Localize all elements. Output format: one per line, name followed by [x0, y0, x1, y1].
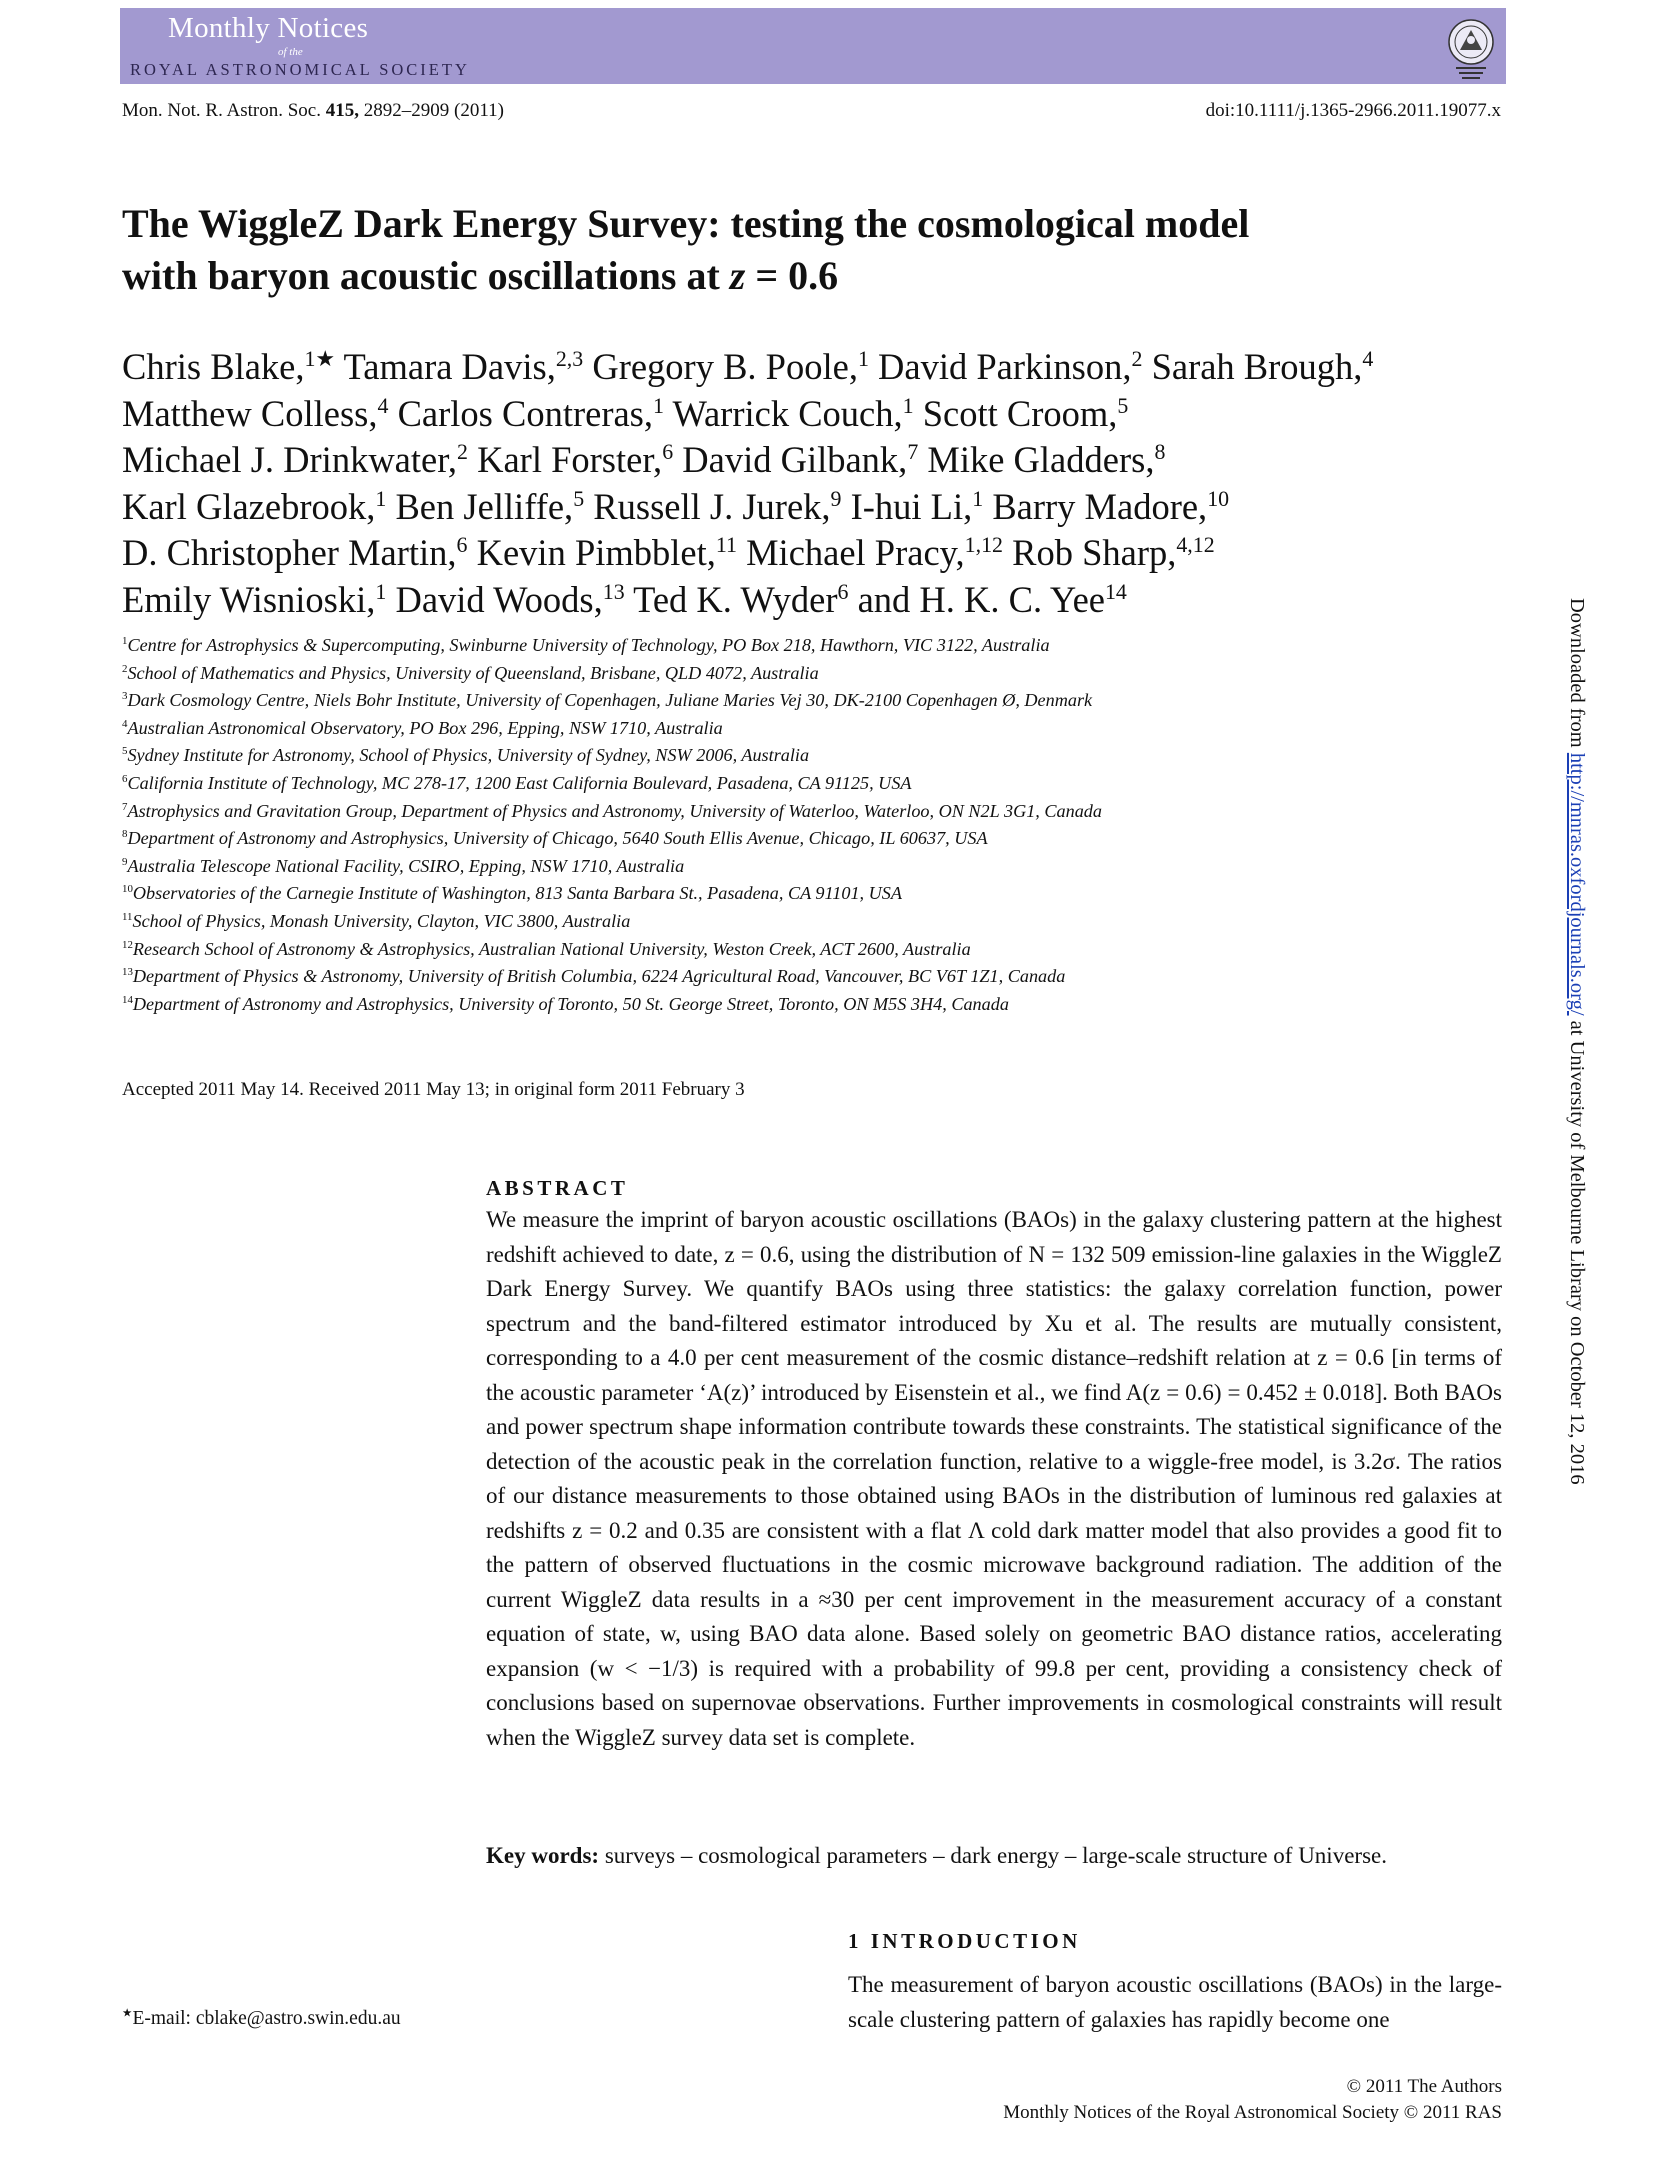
affiliation-number: 11: [122, 910, 133, 923]
doi: doi:10.1111/j.1365-2966.2011.19077.x: [1205, 100, 1501, 121]
citation-prefix: Mon. Not. R. Astron. Soc.: [122, 100, 321, 121]
abstract-text: We measure the imprint of baryon acoustic oscillations (BAOs) in the galaxy clustering pattern at the highest redshift achieved to date, z = 0.6, using the distribution of N = 132 509 emission-line galaxies in the WiggleZ Dark Energy Survey. We quantify BAOs using three statistics: the galaxy correlation function, power spectrum and the band-filtered estimator introduced by Xu et al. The results are mutually consistent, corresponding to a 4.0 per cent measurement of the cosmic distance–redshift relation at z = 0.6 [in terms of the acoustic parameter ‘A(z)’ introduced by Eisenstein et al., we find A(z = 0.6) = 0.452 ± 0.018]. Both BAOs and power spectrum shape information contribute towards these constraints. The statistical significance of the detection of the acoustic peak in the correlation function, relative to a wiggle-free model, is 3.2σ. The ratios of our distance measurements to those obtained using BAOs in the distribution of luminous red galaxies at redshifts z = 0.2 and 0.35 are consistent with a flat Λ cold dark matter model that also provides a good fit to the pattern of observed fluctuations in the cosmic microwave background radiation. The addition of the current WiggleZ data results in a ≈30 per cent improvement in the measurement accuracy of a constant equation of state, w, using BAO data alone. Based solely on geometric BAO distance ratios, accelerating expansion (w < −1/3) is required with a probability of 99.8 per cent, providing a consistency check of conclusions based on supernovae observations. Further improvements in cosmological constraints will result when the WiggleZ survey data set is complete.: [486, 1207, 1502, 1750]
copyright-journal: Monthly Notices of the Royal Astronomical Society © 2011 RAS: [1003, 2102, 1502, 2123]
citation-volume: 415,: [325, 100, 359, 121]
author: [633, 579, 848, 620]
author-name: Tamara Davis,: [343, 346, 556, 387]
affiliation: [122, 798, 1372, 826]
affiliation: [122, 908, 1372, 936]
author-affiliation-marker: 2: [457, 438, 468, 464]
author-affiliation-marker: 4: [1362, 345, 1374, 371]
copyright-authors: © 2011 The Authors: [1346, 2076, 1502, 2097]
affiliation-text: School of Physics, Monash University, Clayton, VIC 3800, Australia: [132, 910, 631, 931]
author-affiliation-marker: 9: [830, 485, 842, 511]
author-affiliation-marker: 2,3: [555, 345, 584, 371]
footnote-email[interactable]: E-mail: cblake@astro.swin.edu.au: [132, 2008, 401, 2029]
author-name: Rob Sharp,: [1012, 532, 1177, 573]
author-name: Sarah Brough,: [1151, 346, 1363, 387]
author: [122, 486, 386, 527]
author-affiliation-marker: 8: [1154, 438, 1166, 464]
affiliation-text: Sydney Institute for Astronomy, School of Physics, University of Sydney, NSW 2006, Australia: [127, 745, 810, 766]
author-name: Carlos Contreras,: [397, 392, 654, 434]
affiliation: [122, 825, 1372, 853]
keywords-label: Key words:: [486, 1843, 600, 1868]
author: [122, 393, 388, 434]
author-affiliation-marker: 6: [662, 438, 674, 464]
title-line-2-text: with baryon acoustic oscillations at: [122, 253, 720, 298]
journal-banner: [120, 8, 1506, 84]
author: [672, 393, 913, 434]
author-name: Chris Blake,: [122, 346, 305, 387]
society-name: ROYAL ASTRONOMICAL SOCIETY: [130, 60, 470, 79]
author-name: and H. K. C. Yee: [857, 578, 1105, 620]
author-name: Mike Gladders,: [927, 439, 1155, 480]
author-name: Russell J. Jurek,: [593, 485, 831, 527]
author-name: Ted K. Wyder: [633, 578, 838, 620]
footnote: [122, 2008, 401, 2030]
author-affiliation-marker: 1★: [304, 345, 336, 371]
author-name: Karl Glazebrook,: [122, 485, 376, 527]
introduction-heading: 1 INTRODUCTION: [848, 1929, 1081, 1953]
affiliation-text: Department of Astronomy and Astrophysics, University of Toronto, 50 St. George Street, Toronto, ON M5S 3H4, Canada: [132, 993, 1009, 1014]
author-affiliation-marker: 1,12: [964, 531, 1003, 557]
author-affiliation-marker: 2: [1131, 345, 1143, 371]
affiliation-text: Australian Astronomical Observatory, PO Box 296, Epping, NSW 1710, Australia: [127, 717, 723, 738]
author: [122, 439, 468, 480]
author-affiliation-marker: 7: [907, 438, 919, 464]
author-name: Kevin Pimbblet,: [476, 532, 716, 573]
author: [344, 346, 584, 387]
affiliation: [122, 687, 1372, 715]
author: [682, 439, 918, 480]
introduction-text: The measurement of baryon acoustic oscillations (BAOs) in the large-scale clustering pattern of galaxies has rapidly become one: [848, 1972, 1502, 2032]
author: [1152, 346, 1374, 387]
author: [992, 486, 1229, 527]
title-line-1: The WiggleZ Dark Energy Survey: testing the cosmological model: [122, 201, 1250, 246]
author-name: Emily Wisnioski,: [122, 578, 376, 620]
author-name: D. Christopher Martin,: [122, 532, 457, 573]
author-affiliation-marker: 1: [653, 392, 664, 418]
author-name: Matthew Colless,: [122, 392, 378, 434]
footnote-mark: ★: [122, 2006, 133, 2020]
author: [923, 393, 1129, 434]
affiliation-number: 8: [122, 828, 128, 841]
keywords: [486, 1839, 1502, 1874]
affiliation-text: Research School of Astronomy & Astrophysics, Australian National University, Weston Creek, ACT 2600, Australia: [132, 938, 971, 959]
author-affiliation-marker: 1: [375, 485, 387, 511]
author: [122, 579, 386, 620]
author: [122, 532, 468, 573]
author-affiliation-marker: 5: [1117, 392, 1129, 418]
author-name: I-hui Li,: [850, 485, 973, 527]
title-value: = 0.6: [755, 253, 839, 298]
download-notice: [1565, 598, 1588, 1485]
author-name: Scott Croom,: [922, 392, 1118, 434]
author-affiliation-marker: 14: [1104, 578, 1127, 604]
author: [858, 579, 1127, 620]
affiliation-text: Centre for Astrophysics & Supercomputing, Swinburne University of Technology, PO Box 218, Hawthorn, VIC 3122, Australia: [127, 635, 1050, 655]
affiliation-number: 10: [122, 883, 133, 896]
affiliation-number: 12: [122, 938, 133, 951]
affiliation-text: Australia Telescope National Facility, CSIRO, Epping, NSW 1710, Australia: [127, 855, 685, 876]
affiliation: [122, 963, 1372, 991]
author-name: Warrick Couch,: [672, 392, 903, 434]
affiliation-number: 2: [122, 662, 128, 675]
affiliation: [122, 715, 1372, 743]
affiliation-number: 4: [122, 717, 128, 730]
author: [395, 579, 624, 620]
author: [1012, 532, 1215, 573]
affiliation: [122, 632, 1372, 660]
affiliation-number: 3: [122, 690, 128, 703]
author-name: David Gilbank,: [682, 439, 908, 480]
author-affiliation-marker: 4: [377, 392, 389, 418]
affiliation-text: Department of Astronomy and Astrophysics, University of Chicago, 5640 South Ellis Avenue, Chicago, IL 60637, USA: [127, 828, 988, 849]
author-affiliation-marker: 1: [857, 345, 869, 371]
author: [122, 346, 335, 387]
author: [851, 486, 984, 527]
affiliation-text: California Institute of Technology, MC 278-17, 1200 East California Boulevard, Pasadena, CA 91125, USA: [127, 772, 912, 793]
author: [477, 439, 673, 480]
ras-seal-icon: [1442, 16, 1500, 80]
author-name: Michael Pracy,: [746, 532, 965, 573]
author-affiliation-marker: 11: [715, 531, 737, 557]
author-list: [122, 344, 1522, 623]
affiliation: [122, 936, 1372, 964]
author: [878, 346, 1142, 387]
journal-name: Monthly Notices: [168, 12, 369, 44]
author-affiliation-marker: 10: [1207, 485, 1230, 511]
affiliation: [122, 742, 1372, 770]
author-affiliation-marker: 1: [375, 578, 387, 604]
affiliation: [122, 991, 1372, 1019]
author: [477, 532, 737, 573]
affiliation-number: 1: [122, 634, 128, 647]
author-name: Michael J. Drinkwater,: [122, 439, 458, 480]
affiliation-number: 5: [122, 745, 128, 758]
affiliation-number: 7: [122, 800, 128, 813]
paper-title: [122, 198, 1422, 302]
title-variable: z: [729, 253, 746, 298]
download-prefix: Downloaded from: [1566, 598, 1588, 748]
author-name: Karl Forster,: [477, 439, 663, 480]
affiliation-text: Astrophysics and Gravitation Group, Department of Physics and Astronomy, University of Waterloo, Waterloo, ON N2L 3G1, Canada: [127, 800, 1102, 821]
author-name: Gregory B. Poole,: [592, 346, 858, 387]
author-affiliation-marker: 1: [972, 485, 984, 511]
journal-link[interactable]: http://mnras.oxfordjournals.org/: [1566, 752, 1588, 1016]
author-affiliation-marker: 4,12: [1176, 531, 1215, 557]
affiliation-number: 6: [122, 772, 128, 785]
affiliation: [122, 660, 1372, 688]
keywords-text: surveys – cosmological parameters – dark energy – large-scale structure of Universe.: [604, 1843, 1387, 1868]
author-name: Ben Jelliffe,: [395, 485, 574, 527]
author-affiliation-marker: 6: [837, 578, 849, 604]
author: [593, 486, 841, 527]
author: [592, 346, 869, 387]
affiliation-number: 9: [122, 855, 128, 868]
affiliation-text: Dark Cosmology Centre, Niels Bohr Institute, University of Copenhagen, Juliane Maries Vej 30, DK-2100 Copenhagen Ø, Denmark: [127, 690, 1093, 711]
author-affiliation-marker: 1: [902, 392, 914, 418]
affiliation-list: [122, 632, 1372, 1018]
author-name: David Parkinson,: [878, 346, 1132, 387]
affiliation: [122, 880, 1372, 908]
citation: [122, 100, 504, 122]
author: [398, 393, 664, 434]
abstract-heading: ABSTRACT: [486, 1176, 629, 1200]
affiliation-text: Department of Physics & Astronomy, University of British Columbia, 6224 Agricultural Road, Vancouver, BC V6T 1Z1, Canada: [132, 966, 1066, 987]
author-affiliation-marker: 6: [456, 531, 468, 557]
author-name: Barry Madore,: [992, 485, 1208, 527]
title-line-2: [122, 250, 1422, 302]
affiliation: [122, 770, 1372, 798]
affiliation-text: School of Mathematics and Physics, University of Queensland, Brisbane, QLD 4072, Australia: [127, 662, 819, 683]
affiliation-text: Observatories of the Carnegie Institute of Washington, 813 Santa Barbara St., Pasadena, CA 91101, USA: [132, 883, 902, 904]
author: [395, 486, 584, 527]
author-affiliation-marker: 5: [573, 485, 585, 511]
author: [746, 532, 1003, 573]
journal-name-connector: of the: [278, 46, 303, 58]
received-accepted-dates: Accepted 2011 May 14. Received 2011 May 13; in original form 2011 February 3: [122, 1079, 745, 1100]
affiliation-number: 13: [122, 966, 133, 979]
author: [927, 439, 1165, 480]
citation-pages: 2892–2909 (2011): [363, 100, 504, 121]
affiliation: [122, 853, 1372, 881]
affiliation-number: 14: [122, 993, 133, 1006]
author-affiliation-marker: 13: [602, 578, 625, 604]
download-suffix: at University of Melbourne Library on October 12, 2016: [1566, 1020, 1588, 1485]
author-name: David Woods,: [395, 578, 603, 620]
